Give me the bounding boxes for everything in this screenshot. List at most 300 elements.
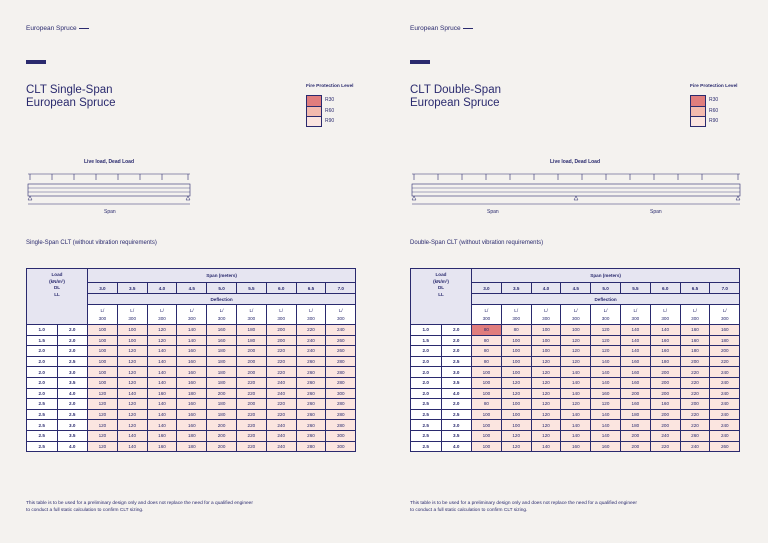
thickness-value: 100 <box>472 409 502 420</box>
thickness-value: 120 <box>88 441 118 452</box>
span-value: 4.5 <box>561 283 591 294</box>
thickness-value: 100 <box>472 420 502 431</box>
thickness-value: 260 <box>296 430 326 441</box>
load-label: Live load, Dead Load <box>84 159 135 165</box>
thickness-value: 200 <box>650 388 680 399</box>
dead-load: 2.5 <box>411 441 442 452</box>
deflection-limit: L/ 300 <box>326 305 356 325</box>
table-row <box>411 356 740 367</box>
thickness-value: 120 <box>501 388 531 399</box>
thickness-value: 160 <box>147 441 177 452</box>
thickness-value: 220 <box>296 325 326 336</box>
deflection-limit: L/ 300 <box>591 305 621 325</box>
thickness-value: 160 <box>177 356 207 367</box>
thickness-value: 180 <box>177 430 207 441</box>
thickness-value: 80 <box>472 325 502 336</box>
thickness-value: 140 <box>147 367 177 378</box>
dead-load: 2.5 <box>27 409 58 420</box>
thickness-value: 120 <box>88 388 118 399</box>
thickness-value: 140 <box>561 430 591 441</box>
span-value: 5.0 <box>591 283 621 294</box>
thickness-value: 140 <box>561 420 591 431</box>
thickness-value: 80 <box>472 399 502 410</box>
thickness-value: 200 <box>650 409 680 420</box>
r90-swatch <box>306 116 322 127</box>
thickness-value: 260 <box>296 377 326 388</box>
thickness-value: 140 <box>147 420 177 431</box>
r30-swatch <box>690 95 706 106</box>
thickness-value: 200 <box>620 441 650 452</box>
thickness-value: 100 <box>472 367 502 378</box>
thickness-value: 120 <box>591 325 621 336</box>
thickness-value: 260 <box>680 430 710 441</box>
span-header: Span (meters) <box>472 269 740 283</box>
live-load: 3.0 <box>57 420 88 431</box>
thickness-value: 120 <box>88 399 118 410</box>
thickness-value: 100 <box>531 335 561 346</box>
table-row <box>27 325 356 336</box>
span-value: 3.0 <box>88 283 118 294</box>
thickness-value: 220 <box>680 388 710 399</box>
thickness-value: 260 <box>326 335 356 346</box>
table-row <box>411 420 740 431</box>
live-load: 3.5 <box>441 430 472 441</box>
thickness-value: 160 <box>177 399 207 410</box>
thickness-value: 240 <box>650 430 680 441</box>
thickness-value: 120 <box>531 409 561 420</box>
thickness-value: 120 <box>531 399 561 410</box>
thickness-value: 100 <box>501 346 531 357</box>
thickness-value: 140 <box>117 430 147 441</box>
table-row <box>411 399 740 410</box>
deflection-limit: L/ 300 <box>561 305 591 325</box>
table-row <box>27 420 356 431</box>
table-row <box>411 325 740 336</box>
page-double-span <box>384 0 768 543</box>
thickness-value: 200 <box>207 388 237 399</box>
thickness-value: 160 <box>207 335 237 346</box>
thickness-value: 220 <box>236 441 266 452</box>
thickness-value: 100 <box>501 399 531 410</box>
thickness-value: 200 <box>710 346 740 357</box>
thickness-value: 140 <box>561 367 591 378</box>
thickness-value: 220 <box>266 356 296 367</box>
span-label-1: Span <box>487 209 499 215</box>
thickness-value: 160 <box>620 356 650 367</box>
thickness-value: 80 <box>472 346 502 357</box>
table-row <box>411 335 740 346</box>
thickness-value: 120 <box>147 325 177 336</box>
live-load: 3.5 <box>57 430 88 441</box>
r90-swatch <box>690 116 706 127</box>
thickness-value: 240 <box>266 388 296 399</box>
thickness-value: 280 <box>326 367 356 378</box>
r60-swatch <box>306 106 322 117</box>
thickness-value: 120 <box>561 356 591 367</box>
load-header: Load (kN/m²) DL LL <box>411 269 472 325</box>
thickness-value: 100 <box>501 409 531 420</box>
thickness-value: 140 <box>561 388 591 399</box>
thickness-value: 180 <box>177 441 207 452</box>
thickness-value: 160 <box>591 441 621 452</box>
thickness-value: 240 <box>710 430 740 441</box>
live-load: 2.0 <box>441 399 472 410</box>
dead-load: 2.0 <box>411 346 442 357</box>
thickness-value: 100 <box>472 377 502 388</box>
span-header: Span (meters) <box>88 269 356 283</box>
deflection-limit: L/ 300 <box>472 305 502 325</box>
live-load: 2.5 <box>441 409 472 420</box>
thickness-value: 140 <box>591 367 621 378</box>
thickness-value: 140 <box>650 325 680 336</box>
thickness-value: 300 <box>326 441 356 452</box>
thickness-value: 140 <box>147 356 177 367</box>
dead-load: 2.0 <box>411 367 442 378</box>
thickness-value: 220 <box>236 409 266 420</box>
deflection-limit: L/ 300 <box>501 305 531 325</box>
thickness-value: 120 <box>561 335 591 346</box>
thickness-value: 220 <box>680 377 710 388</box>
dead-load: 2.0 <box>27 377 58 388</box>
thickness-value: 140 <box>177 325 207 336</box>
span-table <box>410 268 740 452</box>
fire-protection-legend: Fire Protection Level R30 R60 R90 <box>690 84 760 127</box>
thickness-value: 260 <box>296 420 326 431</box>
load-header: Load (kN/m²) DL LL <box>27 269 88 325</box>
load-label: Live load, Dead Load <box>550 159 601 165</box>
thickness-value: 220 <box>236 420 266 431</box>
thickness-value: 140 <box>147 346 177 357</box>
table-row <box>27 377 356 388</box>
thickness-value: 220 <box>266 409 296 420</box>
thickness-value: 200 <box>680 399 710 410</box>
thickness-value: 280 <box>326 420 356 431</box>
thickness-value: 160 <box>177 409 207 420</box>
page-header: European Spruce <box>410 25 461 32</box>
thickness-value: 120 <box>117 367 147 378</box>
thickness-value: 180 <box>680 346 710 357</box>
table-subtitle: Double-Span CLT (without vibration requirements) <box>410 240 544 246</box>
thickness-value: 180 <box>650 356 680 367</box>
deflection-limit: L/ 300 <box>650 305 680 325</box>
thickness-value: 260 <box>296 367 326 378</box>
thickness-value: 200 <box>650 420 680 431</box>
thickness-value: 140 <box>591 377 621 388</box>
thickness-value: 260 <box>296 388 326 399</box>
thickness-value: 80 <box>472 356 502 367</box>
deflection-limit: L/ 300 <box>88 305 118 325</box>
thickness-value: 140 <box>591 420 621 431</box>
thickness-value: 220 <box>266 346 296 357</box>
thickness-value: 180 <box>236 325 266 336</box>
thickness-value: 280 <box>326 356 356 367</box>
span-label: Span <box>104 209 116 215</box>
thickness-value: 160 <box>177 346 207 357</box>
deflection-header: Deflection <box>88 294 356 305</box>
thickness-value: 100 <box>88 346 118 357</box>
thickness-value: 240 <box>296 335 326 346</box>
thickness-value: 120 <box>117 356 147 367</box>
thickness-value: 180 <box>620 409 650 420</box>
thickness-value: 160 <box>650 399 680 410</box>
dead-load: 2.5 <box>411 409 442 420</box>
thickness-value: 140 <box>620 325 650 336</box>
accent-bar <box>410 60 430 64</box>
r60-swatch <box>690 106 706 117</box>
dead-load: 2.0 <box>411 377 442 388</box>
deflection-limit: L/ 300 <box>236 305 266 325</box>
span-value: 6.5 <box>680 283 710 294</box>
thickness-value: 280 <box>326 377 356 388</box>
thickness-value: 100 <box>117 335 147 346</box>
thickness-value: 100 <box>88 335 118 346</box>
thickness-value: 180 <box>207 356 237 367</box>
thickness-value: 220 <box>680 420 710 431</box>
thickness-value: 100 <box>472 430 502 441</box>
thickness-value: 300 <box>326 430 356 441</box>
dead-load: 2.5 <box>27 420 58 431</box>
live-load: 2.0 <box>57 399 88 410</box>
table-row <box>411 430 740 441</box>
thickness-value: 220 <box>680 367 710 378</box>
thickness-value: 100 <box>88 367 118 378</box>
thickness-value: 140 <box>147 409 177 420</box>
thickness-value: 120 <box>117 420 147 431</box>
thickness-value: 100 <box>472 441 502 452</box>
page-title: CLT Single-Span European Spruce <box>26 84 116 109</box>
live-load: 2.5 <box>57 409 88 420</box>
thickness-value: 120 <box>117 346 147 357</box>
thickness-value: 220 <box>266 399 296 410</box>
thickness-value: 220 <box>680 409 710 420</box>
thickness-value: 240 <box>326 325 356 336</box>
live-load: 2.0 <box>57 325 88 336</box>
thickness-value: 120 <box>531 388 561 399</box>
thickness-value: 100 <box>88 377 118 388</box>
span-value: 4.0 <box>147 283 177 294</box>
span-value: 7.0 <box>326 283 356 294</box>
live-load: 4.0 <box>57 388 88 399</box>
thickness-value: 240 <box>266 430 296 441</box>
thickness-value: 220 <box>236 377 266 388</box>
deflection-limit: L/ 300 <box>296 305 326 325</box>
thickness-value: 200 <box>236 346 266 357</box>
thickness-value: 140 <box>620 335 650 346</box>
thickness-value: 240 <box>710 388 740 399</box>
thickness-value: 280 <box>326 399 356 410</box>
thickness-value: 100 <box>531 346 561 357</box>
thickness-value: 180 <box>207 377 237 388</box>
thickness-value: 120 <box>88 420 118 431</box>
thickness-value: 200 <box>236 367 266 378</box>
thickness-value: 160 <box>177 367 207 378</box>
thickness-value: 240 <box>710 377 740 388</box>
thickness-value: 120 <box>531 420 561 431</box>
thickness-value: 240 <box>710 409 740 420</box>
deflection-limit: L/ 300 <box>147 305 177 325</box>
span-value: 7.0 <box>710 283 740 294</box>
thickness-value: 240 <box>296 346 326 357</box>
thickness-value: 200 <box>680 356 710 367</box>
thickness-value: 200 <box>620 430 650 441</box>
thickness-value: 200 <box>236 399 266 410</box>
deflection-limit: L/ 300 <box>117 305 147 325</box>
span-value: 6.0 <box>650 283 680 294</box>
thickness-value: 220 <box>266 367 296 378</box>
span-value: 4.0 <box>531 283 561 294</box>
thickness-value: 160 <box>620 367 650 378</box>
table-row <box>27 367 356 378</box>
thickness-value: 120 <box>117 409 147 420</box>
thickness-value: 100 <box>88 356 118 367</box>
thickness-value: 120 <box>501 441 531 452</box>
thickness-value: 160 <box>680 335 710 346</box>
thickness-value: 140 <box>591 356 621 367</box>
dead-load: 2.0 <box>27 388 58 399</box>
thickness-value: 160 <box>561 441 591 452</box>
dead-load: 2.5 <box>27 399 58 410</box>
table-row <box>411 377 740 388</box>
thickness-value: 120 <box>591 346 621 357</box>
thickness-value: 220 <box>710 356 740 367</box>
thickness-value: 160 <box>680 325 710 336</box>
dead-load: 2.0 <box>27 346 58 357</box>
table-row <box>411 367 740 378</box>
deflection-limit: L/ 300 <box>177 305 207 325</box>
disclaimer-note: This table is to be used for a preliminary design only and does not replace the need for a qualified engineer to conduct a full static calculation to confirm CLT sizing. <box>26 501 253 513</box>
thickness-value: 260 <box>326 346 356 357</box>
dead-load: 2.0 <box>27 367 58 378</box>
span-value: 6.0 <box>266 283 296 294</box>
thickness-value: 280 <box>326 409 356 420</box>
accent-bar <box>26 60 46 64</box>
thickness-value: 160 <box>710 325 740 336</box>
dead-load: 1.0 <box>27 325 58 336</box>
thickness-value: 140 <box>591 409 621 420</box>
deflection-limit: L/ 300 <box>710 305 740 325</box>
thickness-value: 200 <box>620 388 650 399</box>
table-row <box>27 335 356 346</box>
thickness-value: 120 <box>531 356 561 367</box>
thickness-value: 220 <box>650 441 680 452</box>
thickness-value: 120 <box>531 430 561 441</box>
span-table <box>26 268 356 452</box>
thickness-value: 120 <box>501 377 531 388</box>
thickness-value: 200 <box>266 325 296 336</box>
r30-swatch <box>306 95 322 106</box>
thickness-value: 120 <box>501 430 531 441</box>
span-value: 6.5 <box>296 283 326 294</box>
thickness-value: 160 <box>177 377 207 388</box>
deflection-limit: L/ 300 <box>531 305 561 325</box>
dead-load: 2.0 <box>411 356 442 367</box>
dead-load: 2.5 <box>27 430 58 441</box>
thickness-value: 180 <box>207 399 237 410</box>
live-load: 2.0 <box>441 335 472 346</box>
span-value: 4.5 <box>177 283 207 294</box>
live-load: 4.0 <box>441 388 472 399</box>
thickness-value: 260 <box>296 399 326 410</box>
thickness-value: 260 <box>710 441 740 452</box>
page-title: CLT Double-Span European Spruce <box>410 84 501 109</box>
table-row <box>27 430 356 441</box>
span-value: 3.0 <box>472 283 502 294</box>
thickness-value: 160 <box>620 399 650 410</box>
thickness-value: 180 <box>207 346 237 357</box>
thickness-value: 180 <box>207 409 237 420</box>
table-subtitle: Single-Span CLT (without vibration requirements) <box>26 240 157 246</box>
table-row <box>27 356 356 367</box>
live-load: 2.0 <box>57 335 88 346</box>
thickness-value: 120 <box>591 335 621 346</box>
thickness-value: 140 <box>147 377 177 388</box>
thickness-value: 140 <box>591 430 621 441</box>
thickness-value: 120 <box>88 409 118 420</box>
table-row <box>411 346 740 357</box>
thickness-value: 120 <box>88 430 118 441</box>
thickness-value: 200 <box>207 420 237 431</box>
thickness-value: 200 <box>236 356 266 367</box>
dead-load: 2.0 <box>411 388 442 399</box>
dead-load: 2.5 <box>27 441 58 452</box>
live-load: 2.0 <box>441 346 472 357</box>
thickness-value: 160 <box>207 325 237 336</box>
span-value: 5.5 <box>236 283 266 294</box>
thickness-value: 100 <box>501 420 531 431</box>
thickness-value: 120 <box>561 346 591 357</box>
live-load: 4.0 <box>441 441 472 452</box>
thickness-value: 140 <box>620 346 650 357</box>
thickness-value: 120 <box>147 335 177 346</box>
thickness-value: 280 <box>296 441 326 452</box>
table-row <box>411 388 740 399</box>
thickness-value: 80 <box>501 325 531 336</box>
thickness-value: 80 <box>472 335 502 346</box>
thickness-value: 120 <box>531 367 561 378</box>
thickness-value: 240 <box>710 399 740 410</box>
table-row <box>27 441 356 452</box>
span-value: 5.0 <box>207 283 237 294</box>
thickness-value: 240 <box>266 441 296 452</box>
thickness-value: 200 <box>650 377 680 388</box>
disclaimer-note: This table is to be used for a preliminary design only and does not replace the need for a qualified engineer to conduct a full static calculation to confirm CLT sizing. <box>410 501 637 513</box>
thickness-value: 100 <box>88 325 118 336</box>
thickness-value: 100 <box>501 367 531 378</box>
live-load: 3.0 <box>441 420 472 431</box>
span-label-2: Span <box>650 209 662 215</box>
thickness-value: 100 <box>472 388 502 399</box>
span-value: 5.5 <box>620 283 650 294</box>
deflection-limit: L/ 300 <box>207 305 237 325</box>
thickness-value: 160 <box>147 430 177 441</box>
thickness-value: 200 <box>207 430 237 441</box>
live-load: 3.0 <box>441 367 472 378</box>
thickness-value: 220 <box>236 388 266 399</box>
deflection-header: Deflection <box>472 294 740 305</box>
thickness-value: 160 <box>650 346 680 357</box>
thickness-value: 200 <box>266 335 296 346</box>
thickness-value: 120 <box>117 377 147 388</box>
live-load: 2.5 <box>57 356 88 367</box>
thickness-value: 120 <box>591 399 621 410</box>
thickness-value: 160 <box>650 335 680 346</box>
live-load: 2.0 <box>441 325 472 336</box>
dead-load: 1.0 <box>411 325 442 336</box>
thickness-value: 260 <box>296 356 326 367</box>
double-span-diagram <box>410 170 742 210</box>
dead-load: 2.5 <box>411 420 442 431</box>
thickness-value: 140 <box>561 377 591 388</box>
